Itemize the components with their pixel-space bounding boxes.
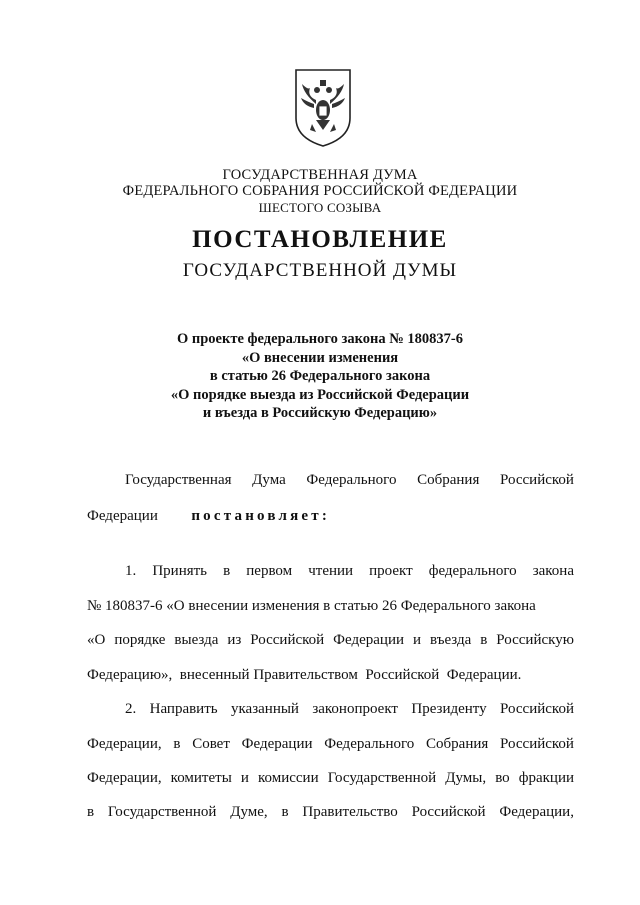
word: 2. [125, 701, 137, 717]
word: выезда [174, 632, 219, 648]
word: федерального [428, 563, 517, 579]
word: Федерации [87, 508, 158, 524]
document-subject [0, 330, 640, 423]
subject-line-4: «О порядке выезда из Российской Федерации [170, 386, 470, 403]
word: въезда [429, 632, 472, 648]
word: Федерации [333, 632, 405, 648]
state-emblem-icon [290, 66, 356, 148]
word: Направить [149, 701, 218, 717]
word: комиссии [257, 770, 319, 786]
word: Федерации [241, 736, 313, 752]
word: Российскую [496, 632, 574, 648]
word: закона [532, 563, 574, 579]
item2-line-3 [87, 770, 574, 787]
word: «О [87, 632, 106, 648]
item1-line-2: № 180837-6 «О внесении изменения в статью 26 Федерального закона [87, 598, 536, 614]
item2-line-1 [125, 701, 574, 718]
word: во [495, 770, 510, 786]
verb-postanovlyaet: постановляет: [191, 508, 331, 524]
word: Государственная [125, 472, 232, 488]
word: Государственной [107, 804, 217, 820]
word: Российской [500, 701, 574, 717]
item1-line-3 [87, 632, 574, 649]
header-line-3: ШЕСТОГО СОЗЫВА [258, 200, 382, 215]
word: Собрания [417, 472, 480, 488]
word: указанный [230, 701, 299, 717]
word: Государственной [327, 770, 437, 786]
word: Российской [411, 804, 486, 820]
item2-line-2 [87, 736, 574, 753]
word: в [87, 804, 95, 820]
item1-line-1 [125, 563, 574, 580]
word: проект [369, 563, 413, 579]
word: Собрания [426, 736, 489, 752]
word: из [227, 632, 242, 648]
subject-line-5: и въезда в Российскую Федерацию» [202, 405, 438, 421]
document-title: ПОСТАНОВЛЕНИЕ [192, 226, 448, 253]
word: Российской [500, 472, 574, 488]
word: Принять [152, 563, 208, 579]
word: законопроект [312, 701, 398, 717]
item2-line-4 [87, 804, 574, 821]
word: Думе, [230, 804, 268, 820]
word: фракции [518, 770, 574, 786]
header-line-1: ГОСУДАРСТВЕННАЯ ДУМА [222, 167, 418, 183]
word: Федерации, [87, 770, 162, 786]
word: Федерации, [87, 736, 162, 752]
word: в [173, 736, 181, 752]
word: 1. [125, 563, 137, 579]
subject-line-2: «О внесении изменения [241, 349, 399, 366]
word: Российской [250, 632, 325, 648]
preamble-line-1 [125, 472, 574, 489]
word: в [223, 563, 231, 579]
subject-line-1: О проекте федерального закона № 180837-6 [176, 331, 464, 347]
word: Совет [192, 736, 230, 752]
word: чтении [308, 563, 354, 579]
word: в [281, 804, 289, 820]
word: Российской [500, 736, 574, 752]
document-subtitle: ГОСУДАРСТВЕННОЙ ДУМЫ [182, 260, 458, 281]
subject-line-3: в статью 26 Федерального закона [209, 368, 431, 384]
word: комитеты [170, 770, 232, 786]
word: Федерального [306, 472, 397, 488]
word: и [412, 632, 422, 648]
word: и [240, 770, 249, 786]
word: Дума [252, 472, 286, 488]
header-line-2: ФЕДЕРАЛЬНОГО СОБРАНИЯ РОССИЙСКОЙ ФЕДЕРАЦИИ [122, 183, 518, 199]
word: порядке [114, 632, 166, 648]
word: Президенту [411, 701, 487, 717]
word: Федерации, [499, 804, 574, 820]
word: первом [246, 563, 293, 579]
word: в [480, 632, 488, 648]
preamble-line-2 [87, 508, 330, 525]
word: Федерального [324, 736, 415, 752]
word: Думы, [445, 770, 487, 786]
word: Правительство [302, 804, 398, 820]
item1-line-4: Федерацию», внесенный Правительством Российской Федерации. [87, 667, 522, 683]
